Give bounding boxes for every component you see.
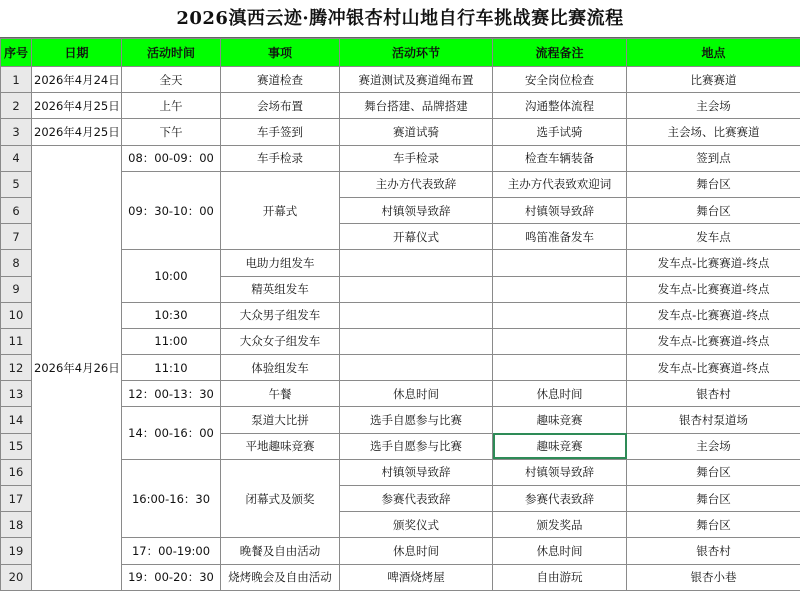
cell-activity[interactable]: 啤酒烧烤屋 [340,564,493,590]
table-row [1,93,800,119]
cell-item[interactable]: 大众女子组发车 [221,328,340,354]
cell-note[interactable]: 村镇领导致辞 [493,197,627,223]
cell-note[interactable]: 主办方代表致欢迎词 [493,171,627,197]
cell-note[interactable]: 参赛代表致辞 [493,486,627,512]
cell-note[interactable] [493,302,627,328]
cell-place[interactable]: 比赛赛道 [627,67,800,93]
cell-activity[interactable]: 村镇领导致辞 [340,197,493,223]
row-number[interactable]: 5 [1,171,32,197]
cell-activity[interactable]: 休息时间 [340,381,493,407]
header-item[interactable]: 事项 [221,39,340,67]
cell-activity[interactable]: 主办方代表致辞 [340,171,493,197]
schedule-table [0,38,800,591]
cell-place[interactable]: 舞台区 [627,512,800,538]
cell-activity[interactable]: 舞台搭建、品牌搭建 [340,93,493,119]
cell-time[interactable]: 11:10 [122,355,221,381]
cell-activity[interactable]: 开幕仪式 [340,224,493,250]
header-activity[interactable]: 活动环节 [340,39,493,67]
cell-note[interactable]: 休息时间 [493,381,627,407]
cell-note[interactable]: 选手试骑 [493,119,627,145]
cell-place[interactable]: 银杏村 [627,538,800,564]
row-number[interactable]: 1 [1,67,32,93]
row-number[interactable]: 11 [1,328,32,354]
cell-place[interactable]: 银杏小巷 [627,564,800,590]
cell-note[interactable] [493,328,627,354]
cell-activity[interactable]: 车手检录 [340,145,493,171]
cell-time-merged[interactable]: 09：30-10：00 [122,171,221,250]
row-number[interactable]: 20 [1,564,32,590]
cell-time[interactable]: 全天 [122,67,221,93]
table-row [1,145,800,171]
cell-note[interactable]: 安全岗位检查 [493,67,627,93]
cell-time[interactable]: 下午 [122,119,221,145]
cell-place[interactable]: 发车点-比赛赛道-终点 [627,328,800,354]
cell-date[interactable]: 2026年4月24日 [32,67,122,93]
cell-activity[interactable] [340,250,493,276]
cell-place[interactable]: 舞台区 [627,486,800,512]
cell-time[interactable]: 上午 [122,93,221,119]
cell-note[interactable]: 村镇领导致辞 [493,459,627,485]
cell-note[interactable] [493,250,627,276]
cell-note[interactable]: 趣味竞赛 [493,407,627,433]
cell-place[interactable]: 主会场 [627,93,800,119]
cell-time-merged[interactable]: 14：00-16：00 [122,407,221,459]
cell-time-merged[interactable]: 10:00 [122,250,221,302]
header-seq[interactable]: 序号 [1,39,32,67]
row-number[interactable]: 6 [1,197,32,223]
table-row [1,67,800,93]
table-row [1,119,800,145]
cell-item-merged[interactable]: 开幕式 [221,171,340,250]
row-number[interactable]: 19 [1,538,32,564]
cell-item[interactable]: 平地趣味竞赛 [221,433,340,459]
cell-time[interactable]: 08：00-09：00 [122,145,221,171]
cell-note[interactable]: 沟通整体流程 [493,93,627,119]
cell-date[interactable]: 2026年4月25日 [32,93,122,119]
cell-time[interactable]: 19：00-20：30 [122,564,221,590]
header-place[interactable]: 地点 [627,39,800,67]
cell-activity[interactable] [340,276,493,302]
cell-activity[interactable] [340,355,493,381]
cell-activity[interactable] [340,302,493,328]
cell-date[interactable]: 2026年4月25日 [32,119,122,145]
cell-note-selected[interactable]: 趣味竞赛 [493,433,627,459]
cell-note[interactable] [493,276,627,302]
cell-time-merged[interactable]: 16:00-16：30 [122,459,221,538]
row-number[interactable]: 10 [1,302,32,328]
cell-place[interactable]: 银杏村泵道场 [627,407,800,433]
cell-item[interactable]: 体验组发车 [221,355,340,381]
cell-activity[interactable]: 赛道测试及赛道绳布置 [340,67,493,93]
cell-activity[interactable]: 颁奖仪式 [340,512,493,538]
cell-item[interactable]: 午餐 [221,381,340,407]
header-row [1,39,800,67]
header-time[interactable]: 活动时间 [122,39,221,67]
row-number[interactable]: 4 [1,145,32,171]
cell-note[interactable]: 检查车辆装备 [493,145,627,171]
row-number[interactable]: 18 [1,512,32,538]
cell-place[interactable]: 舞台区 [627,197,800,223]
row-number[interactable]: 17 [1,486,32,512]
cell-place[interactable]: 主会场、比赛赛道 [627,119,800,145]
row-number[interactable]: 12 [1,355,32,381]
cell-place[interactable]: 舞台区 [627,171,800,197]
cell-item[interactable]: 泵道大比拼 [221,407,340,433]
cell-item[interactable]: 赛道检查 [221,67,340,93]
cell-item[interactable]: 车手检录 [221,145,340,171]
cell-note[interactable]: 鸣笛准备发车 [493,224,627,250]
cell-item[interactable]: 电助力组发车 [221,250,340,276]
cell-activity[interactable]: 选手自愿参与比赛 [340,407,493,433]
row-number[interactable]: 3 [1,119,32,145]
cell-item[interactable]: 精英组发车 [221,276,340,302]
cell-note[interactable] [493,355,627,381]
cell-item-merged[interactable]: 闭幕式及颁奖 [221,459,340,538]
header-date[interactable]: 日期 [32,39,122,67]
cell-note[interactable]: 休息时间 [493,538,627,564]
cell-activity[interactable]: 休息时间 [340,538,493,564]
row-number[interactable]: 2 [1,93,32,119]
cell-activity[interactable]: 赛道试骑 [340,119,493,145]
sheet-title: 2026滇西云迹·腾冲银杏村山地自行车挑战赛比赛流程 [0,0,800,38]
cell-activity[interactable]: 选手自愿参与比赛 [340,433,493,459]
cell-item[interactable]: 车手签到 [221,119,340,145]
cell-place[interactable]: 发车点-比赛赛道-终点 [627,276,800,302]
cell-time[interactable]: 12：00-13：30 [122,381,221,407]
cell-activity[interactable] [340,328,493,354]
cell-item[interactable]: 大众男子组发车 [221,302,340,328]
cell-note[interactable]: 自由游玩 [493,564,627,590]
cell-place[interactable]: 发车点-比赛赛道-终点 [627,250,800,276]
row-number[interactable]: 7 [1,224,32,250]
header-note[interactable]: 流程备注 [493,39,627,67]
cell-place[interactable]: 签到点 [627,145,800,171]
row-number[interactable]: 9 [1,276,32,302]
cell-item[interactable]: 会场布置 [221,93,340,119]
cell-activity[interactable]: 村镇领导致辞 [340,459,493,485]
row-number[interactable]: 15 [1,433,32,459]
row-number[interactable]: 14 [1,407,32,433]
cell-place[interactable]: 舞台区 [627,459,800,485]
row-number[interactable]: 13 [1,381,32,407]
cell-time[interactable]: 11:00 [122,328,221,354]
cell-item[interactable]: 晚餐及自由活动 [221,538,340,564]
cell-place[interactable]: 发车点-比赛赛道-终点 [627,302,800,328]
row-number[interactable]: 16 [1,459,32,485]
cell-place[interactable]: 发车点-比赛赛道-终点 [627,355,800,381]
cell-time[interactable]: 10:30 [122,302,221,328]
cell-activity[interactable]: 参赛代表致辞 [340,486,493,512]
cell-place[interactable]: 发车点 [627,224,800,250]
cell-place[interactable]: 主会场 [627,433,800,459]
cell-item[interactable]: 烧烤晚会及自由活动 [221,564,340,590]
row-number[interactable]: 8 [1,250,32,276]
cell-date-merged[interactable]: 2026年4月26日 [32,145,122,590]
cell-time[interactable]: 17：00-19:00 [122,538,221,564]
cell-note[interactable]: 颁发奖品 [493,512,627,538]
cell-place[interactable]: 银杏村 [627,381,800,407]
